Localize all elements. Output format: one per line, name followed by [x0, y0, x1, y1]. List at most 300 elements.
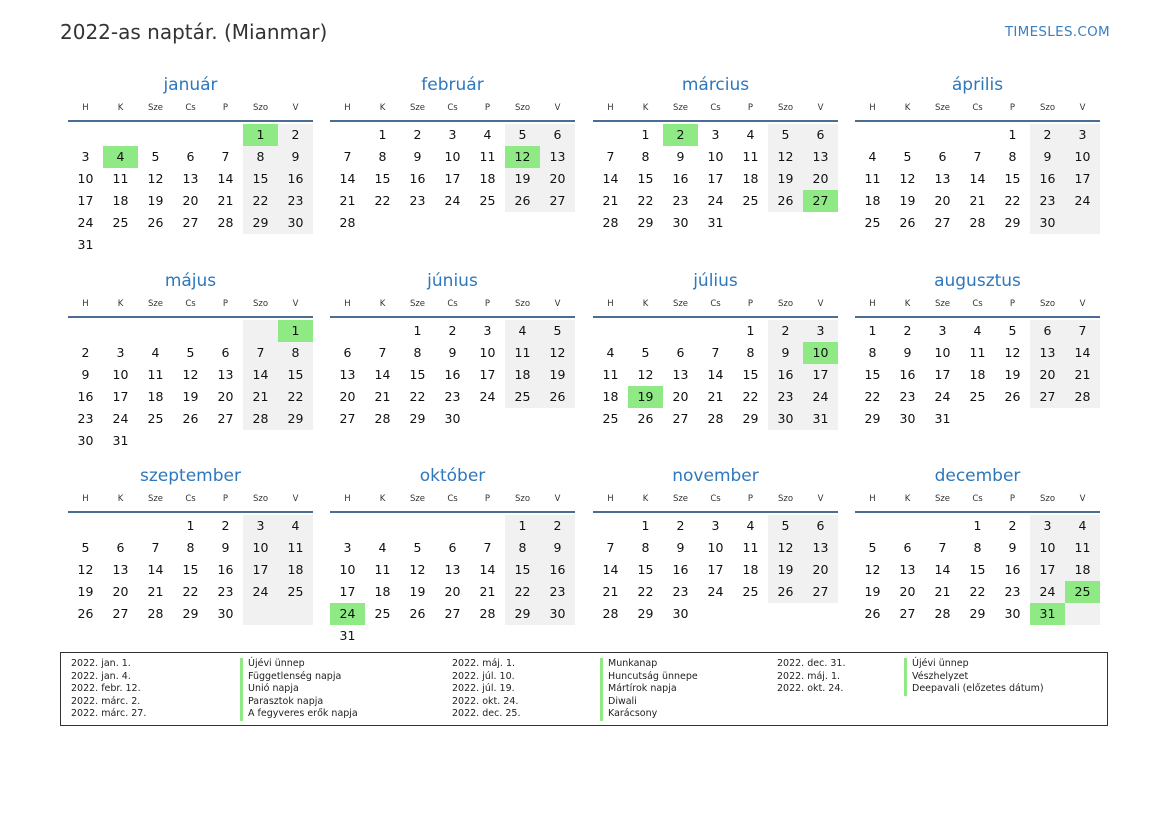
day-cell: 17 [803, 364, 838, 386]
day-cell: 30 [1030, 212, 1065, 234]
day-cell: 22 [243, 190, 278, 212]
weekday-label: V [292, 299, 299, 309]
day-cell: 8 [413, 345, 422, 360]
day-grid [68, 515, 313, 647]
day-cell: 19 [540, 364, 575, 386]
legend-names-column [240, 658, 358, 721]
day-cell: 15 [243, 168, 278, 190]
day-cell: 13 [112, 562, 129, 577]
day-cell: 20 [339, 389, 356, 404]
day-cell: 7 [343, 149, 352, 164]
weekday-label: Szo [514, 299, 531, 309]
day-cell: 5 [903, 149, 912, 164]
month-title: november [672, 466, 759, 486]
day-cell: 21 [707, 389, 724, 404]
day-cell: 19 [1004, 367, 1021, 382]
legend-holiday-name: Munkanap [600, 658, 698, 671]
day-cell: 29 [637, 606, 654, 621]
weekday-header [855, 294, 1100, 314]
weekday-label: Szo [252, 103, 269, 113]
legend-date: 2022. jan. 4. [71, 670, 131, 682]
day-cell: 27 [672, 411, 689, 426]
day-cell: 11 [864, 171, 881, 186]
day-cell: 9 [221, 540, 230, 555]
weekday-label: V [817, 103, 824, 113]
day-cell: 20 [540, 168, 575, 190]
month-title: október [419, 466, 486, 486]
day-cell: 17 [934, 367, 951, 382]
day-cell: 4 [868, 149, 877, 164]
legend-date: 2022. júl. 19. [452, 683, 515, 695]
day-cell: 15 [637, 562, 654, 577]
day-cell: 29 [409, 411, 426, 426]
weekday-label: Cs [185, 299, 196, 309]
day-cell: 16 [444, 367, 461, 382]
day-cell: 10 [479, 345, 496, 360]
weekday-label: Szo [1039, 299, 1056, 309]
day-cell: 5 [641, 345, 650, 360]
day-cell: 11 [602, 367, 619, 382]
day-cell: 26 [540, 386, 575, 408]
day-grid [593, 515, 838, 647]
weekday-label: Sze [934, 299, 951, 309]
day-cell: 1 [186, 518, 195, 533]
day-cell: 3 [1065, 124, 1100, 146]
day-cell: 17 [1030, 559, 1065, 581]
day-cell: 12 [637, 367, 654, 382]
weekday-header [593, 294, 838, 314]
day-cell: 11 [742, 149, 759, 164]
day-cell: 27 [339, 411, 356, 426]
weekday-label: V [1079, 299, 1086, 309]
month-10 [330, 465, 575, 647]
day-cell: 31 [934, 411, 951, 426]
day-cell: 7 [711, 345, 720, 360]
day-cell: 19 [505, 168, 540, 190]
legend-holiday-name: Parasztok napja [240, 696, 358, 709]
month-11 [593, 465, 838, 647]
day-cell: 25 [742, 584, 759, 599]
day-cell: 3 [483, 323, 492, 338]
weekday-label: P [484, 494, 491, 504]
legend-holiday-name: Vészhelyzet [904, 671, 1044, 684]
weekday-label: P [1009, 103, 1016, 113]
day-cell: 16 [768, 364, 803, 386]
month-3 [593, 74, 838, 256]
day-cell: 12 [864, 562, 881, 577]
day-cell: 1 [973, 518, 982, 533]
day-cell: 12 [768, 537, 803, 559]
header-divider [68, 511, 313, 513]
day-cell: 18 [505, 364, 540, 386]
day-cell: 3 [711, 127, 720, 142]
day-cell: 24 [112, 411, 129, 426]
day-cell: 16 [217, 562, 234, 577]
weekday-label: P [747, 299, 754, 309]
day-cell: 10 [707, 149, 724, 164]
weekday-label: H [869, 494, 876, 504]
weekday-header [593, 98, 838, 118]
legend-holiday-name: Karácsony [600, 708, 698, 721]
day-cell: 30 [278, 212, 313, 234]
day-cell: 9 [540, 537, 575, 559]
weekday-label: V [817, 494, 824, 504]
day-cell: 8 [641, 149, 650, 164]
day-cell: 28 [374, 411, 391, 426]
day-cell: 25 [374, 606, 391, 621]
weekday-label: Sze [672, 299, 689, 309]
weekday-label: Sze [147, 103, 164, 113]
day-cell: 14 [243, 364, 278, 386]
weekday-label: K [642, 103, 649, 113]
day-cell: 3 [116, 345, 125, 360]
day-cell: 30 [77, 433, 94, 448]
weekday-label: Szo [777, 494, 794, 504]
day-cell: 25 [742, 193, 759, 208]
month-5 [68, 270, 313, 452]
day-cell: 27 [934, 215, 951, 230]
weekday-label: V [1079, 103, 1086, 113]
header-divider [330, 120, 575, 122]
day-cell: 18 [602, 389, 619, 404]
day-cell: 9 [1008, 540, 1017, 555]
day-cell: 28 [969, 215, 986, 230]
weekday-label: P [1009, 299, 1016, 309]
day-cell: 9 [413, 149, 422, 164]
weekday-header [68, 98, 313, 118]
month-4 [855, 74, 1100, 256]
day-grid [855, 320, 1100, 452]
day-cell: 26 [1004, 389, 1021, 404]
day-cell: 28 [479, 606, 496, 621]
day-cell: 4 [1065, 515, 1100, 537]
day-cell: 6 [186, 149, 195, 164]
day-cell: 6 [448, 540, 457, 555]
legend-holiday-name: Függetlenség napja [240, 671, 358, 684]
day-cell: 17 [707, 171, 724, 186]
day-cell: 5 [81, 540, 90, 555]
day-grid [855, 124, 1100, 256]
weekday-label: Sze [934, 103, 951, 113]
day-cell: 30 [768, 408, 803, 430]
brand-logo-text[interactable]: TIMESLES.COM [1004, 24, 1110, 40]
day-cell: 26 [147, 215, 164, 230]
legend-holiday-name: Újévi ünnep [240, 658, 358, 671]
day-cell: 3 [448, 127, 457, 142]
day-cell: 23 [217, 584, 234, 599]
day-cell: 16 [672, 171, 689, 186]
header-divider [330, 316, 575, 318]
day-cell: 11 [742, 540, 759, 555]
weekday-label: K [379, 299, 386, 309]
day-cell: 12 [409, 562, 426, 577]
day-cell: 15 [182, 562, 199, 577]
day-cell: 24 [803, 386, 838, 408]
empty-weekend-cell [243, 320, 278, 342]
weekday-label: Sze [147, 494, 164, 504]
day-cell: 16 [1004, 562, 1021, 577]
day-cell: 20 [112, 584, 129, 599]
day-cell: 4 [973, 323, 982, 338]
holiday-day-cell: 31 [1030, 603, 1065, 625]
day-cell: 3 [938, 323, 947, 338]
day-cell: 29 [182, 606, 199, 621]
day-cell: 7 [483, 540, 492, 555]
day-cell: 9 [676, 540, 685, 555]
day-cell: 18 [1065, 559, 1100, 581]
weekday-label: Szo [252, 494, 269, 504]
weekday-label: Szo [777, 299, 794, 309]
weekday-label: Sze [672, 494, 689, 504]
day-cell: 11 [479, 149, 496, 164]
day-cell: 4 [505, 320, 540, 342]
day-cell: 15 [278, 364, 313, 386]
day-cell: 29 [1004, 215, 1021, 230]
legend-holiday-name: Diwali [600, 696, 698, 709]
legend-date: 2022. máj. 1. [777, 670, 841, 682]
day-cell: 18 [742, 171, 759, 186]
day-cell: 19 [409, 584, 426, 599]
day-cell: 20 [1030, 364, 1065, 386]
day-cell: 18 [112, 193, 129, 208]
day-cell: 29 [637, 215, 654, 230]
weekday-label: V [817, 299, 824, 309]
legend-names-column [904, 658, 1044, 696]
day-cell: 16 [540, 559, 575, 581]
day-cell: 23 [672, 193, 689, 208]
day-cell: 16 [899, 367, 916, 382]
weekday-label: P [1009, 494, 1016, 504]
day-cell: 24 [479, 389, 496, 404]
weekday-label: H [344, 103, 351, 113]
weekday-label: Cs [972, 299, 983, 309]
day-cell: 8 [746, 345, 755, 360]
header-divider [593, 511, 838, 513]
day-cell: 17 [243, 559, 278, 581]
day-cell: 29 [864, 411, 881, 426]
day-cell: 24 [1065, 190, 1100, 212]
weekday-label: K [379, 494, 386, 504]
legend-date: 2022. okt. 24. [452, 695, 519, 707]
weekday-label: V [554, 103, 561, 113]
day-cell: 2 [81, 345, 90, 360]
day-cell: 2 [903, 323, 912, 338]
day-cell: 29 [243, 212, 278, 234]
day-cell: 7 [938, 540, 947, 555]
day-cell: 27 [899, 606, 916, 621]
day-cell: 8 [278, 342, 313, 364]
weekday-label: Cs [447, 103, 458, 113]
day-cell: 28 [339, 215, 356, 230]
day-cell: 22 [742, 389, 759, 404]
day-cell: 19 [77, 584, 94, 599]
day-cell: 16 [77, 389, 94, 404]
day-cell: 26 [77, 606, 94, 621]
day-cell: 28 [147, 606, 164, 621]
month-title: június [427, 271, 478, 291]
day-cell: 6 [343, 345, 352, 360]
day-grid [593, 124, 838, 256]
legend-dates-column [71, 658, 146, 721]
day-cell: 11 [374, 562, 391, 577]
day-cell: 18 [147, 389, 164, 404]
weekday-label: H [82, 103, 89, 113]
header-divider [593, 120, 838, 122]
holiday-day-cell: 25 [1065, 581, 1100, 603]
day-cell: 6 [938, 149, 947, 164]
day-cell: 23 [540, 581, 575, 603]
weekday-header [330, 98, 575, 118]
weekday-header [68, 294, 313, 314]
day-cell: 21 [217, 193, 234, 208]
day-cell: 21 [479, 584, 496, 599]
day-cell: 14 [1065, 342, 1100, 364]
day-cell: 18 [374, 584, 391, 599]
day-cell: 21 [969, 193, 986, 208]
weekday-label: H [82, 494, 89, 504]
day-cell: 13 [899, 562, 916, 577]
header-divider [855, 511, 1100, 513]
day-cell: 23 [278, 190, 313, 212]
day-cell: 18 [479, 171, 496, 186]
day-cell: 5 [151, 149, 160, 164]
month-title: december [934, 466, 1021, 486]
day-cell: 31 [707, 215, 724, 230]
holiday-day-cell: 24 [330, 603, 365, 625]
day-cell: 28 [217, 215, 234, 230]
month-2 [330, 74, 575, 256]
day-cell: 7 [606, 540, 615, 555]
day-cell: 10 [444, 149, 461, 164]
day-cell: 19 [899, 193, 916, 208]
day-cell: 15 [1004, 171, 1021, 186]
day-cell: 4 [746, 127, 755, 142]
day-cell: 17 [707, 562, 724, 577]
day-cell: 25 [969, 389, 986, 404]
day-cell: 14 [147, 562, 164, 577]
header-divider [68, 120, 313, 122]
day-cell: 13 [672, 367, 689, 382]
day-cell: 5 [186, 345, 195, 360]
day-cell: 11 [969, 345, 986, 360]
weekday-label: Szo [514, 103, 531, 113]
day-cell: 5 [413, 540, 422, 555]
day-cell: 26 [768, 190, 803, 212]
day-cell: 4 [378, 540, 387, 555]
weekday-label: Cs [447, 494, 458, 504]
day-cell: 4 [151, 345, 160, 360]
weekday-label: Szo [514, 494, 531, 504]
weekday-label: P [222, 494, 229, 504]
day-cell: 2 [676, 518, 685, 533]
day-cell: 9 [676, 149, 685, 164]
day-cell: 16 [278, 168, 313, 190]
weekday-label: H [869, 299, 876, 309]
day-cell: 3 [243, 515, 278, 537]
day-cell: 29 [505, 603, 540, 625]
day-cell: 20 [217, 389, 234, 404]
day-cell: 20 [899, 584, 916, 599]
day-cell: 3 [81, 149, 90, 164]
day-cell: 14 [217, 171, 234, 186]
day-cell: 9 [1030, 146, 1065, 168]
day-cell: 20 [803, 559, 838, 581]
day-cell: 2 [278, 124, 313, 146]
day-cell: 15 [374, 171, 391, 186]
day-cell: 14 [602, 562, 619, 577]
empty-weekend-cell [243, 603, 278, 625]
day-cell: 31 [112, 433, 129, 448]
day-cell: 27 [1030, 386, 1065, 408]
day-cell: 22 [505, 581, 540, 603]
header-divider [855, 316, 1100, 318]
day-cell: 6 [803, 124, 838, 146]
day-cell: 18 [742, 562, 759, 577]
day-cell: 7 [973, 149, 982, 164]
month-1 [68, 74, 313, 256]
day-cell: 23 [409, 193, 426, 208]
holiday-day-cell: 12 [505, 146, 540, 168]
day-grid [593, 320, 838, 452]
day-cell: 27 [540, 190, 575, 212]
day-cell: 5 [768, 124, 803, 146]
weekday-label: H [607, 299, 614, 309]
day-cell: 2 [1030, 124, 1065, 146]
day-cell: 21 [934, 584, 951, 599]
day-cell: 13 [1030, 342, 1065, 364]
legend-date: 2022. márc. 27. [71, 708, 147, 720]
day-cell: 17 [479, 367, 496, 382]
day-cell: 23 [768, 386, 803, 408]
day-cell: 9 [768, 342, 803, 364]
day-cell: 7 [1065, 320, 1100, 342]
day-cell: 8 [1008, 149, 1017, 164]
weekday-label: K [379, 103, 386, 113]
weekday-label: Cs [447, 299, 458, 309]
weekday-header [330, 489, 575, 509]
day-cell: 23 [899, 389, 916, 404]
day-cell: 8 [973, 540, 982, 555]
day-cell: 27 [444, 606, 461, 621]
legend-holiday-name: Huncutság ünnepe [600, 671, 698, 684]
month-6 [330, 270, 575, 452]
day-cell: 22 [637, 584, 654, 599]
day-cell: 30 [672, 215, 689, 230]
weekday-label: Sze [409, 494, 426, 504]
weekday-label: H [344, 494, 351, 504]
day-cell: 13 [803, 146, 838, 168]
day-cell: 13 [934, 171, 951, 186]
month-title: szeptember [140, 466, 241, 486]
day-cell: 20 [672, 389, 689, 404]
day-cell: 25 [112, 215, 129, 230]
day-cell: 30 [899, 411, 916, 426]
day-cell: 11 [147, 367, 164, 382]
holiday-day-cell: 19 [628, 386, 663, 408]
day-cell: 31 [803, 408, 838, 430]
day-cell: 8 [378, 149, 387, 164]
day-cell: 31 [77, 237, 94, 252]
day-cell: 11 [112, 171, 129, 186]
weekday-label: K [904, 299, 911, 309]
day-cell: 15 [409, 367, 426, 382]
day-cell: 13 [540, 146, 575, 168]
legend-date: 2022. dec. 25. [452, 708, 521, 720]
day-cell: 14 [479, 562, 496, 577]
day-cell: 21 [602, 584, 619, 599]
weekday-label: Sze [147, 299, 164, 309]
day-cell: 14 [707, 367, 724, 382]
